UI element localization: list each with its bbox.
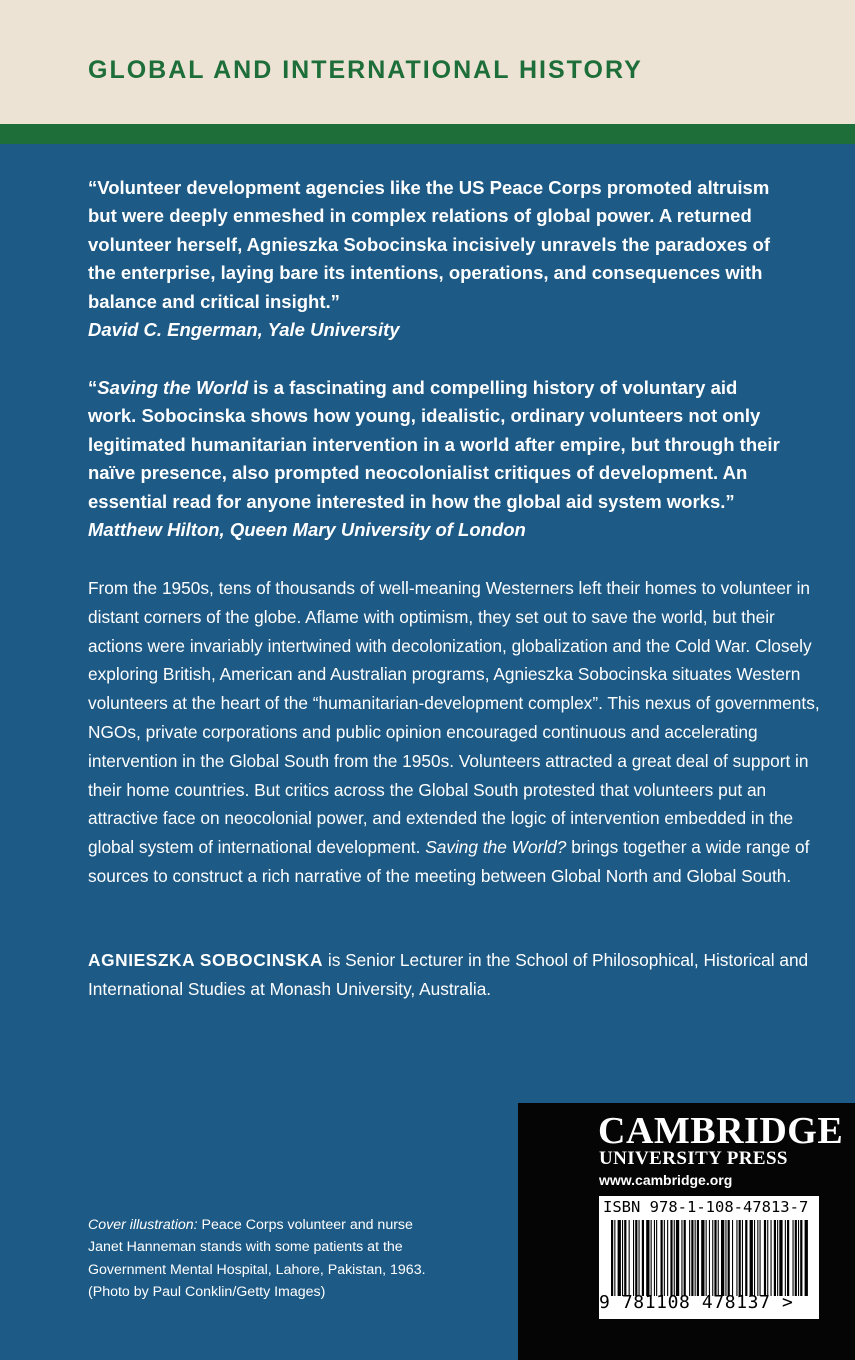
barcode-bar <box>736 1220 737 1296</box>
quote-attribution: David C. Engerman, Yale University <box>88 319 400 341</box>
barcode-bar <box>757 1220 758 1296</box>
barcode-bar <box>654 1220 655 1296</box>
barcode-bar <box>661 1220 663 1296</box>
author-bio-text: is Senior Lecturer in the School of Philosophical, Historical and International Studies at Monash University, Australia. <box>88 950 809 999</box>
endorsement-quote-1 <box>88 174 788 344</box>
barcode-bar <box>718 1220 719 1296</box>
barcode-icon <box>611 1220 809 1296</box>
barcode-bar <box>795 1220 797 1296</box>
barcode-bar <box>750 1220 753 1296</box>
barcode-bar <box>667 1220 668 1296</box>
barcode-bar <box>646 1220 649 1296</box>
barcode-bar <box>800 1220 802 1296</box>
barcode-bar <box>785 1220 786 1296</box>
barcode-bar <box>767 1220 768 1296</box>
barcode-bar <box>764 1220 766 1296</box>
barcode-bar <box>725 1220 726 1296</box>
barcode-bar <box>779 1220 782 1296</box>
barcode-bar <box>739 1220 741 1296</box>
series-title: GLOBAL AND INTERNATIONAL HISTORY <box>88 56 643 84</box>
barcode-bar <box>771 1220 772 1296</box>
barcode-bar <box>633 1220 634 1296</box>
barcode-bar <box>624 1220 626 1296</box>
barcode-bar <box>701 1220 704 1296</box>
quote-open-mark: “ <box>88 377 98 398</box>
barcode-bar <box>721 1220 724 1296</box>
credit-text: Peace Corps volunteer and nurse Janet Hanneman stands with some patients at the Government Mental Hospital, Lahore, Pakistan, 1963. (Photo by Paul Conklin/Getty Images) <box>88 1217 426 1300</box>
barcode-bar <box>689 1220 690 1296</box>
barcode-bar <box>664 1220 665 1296</box>
barcode-bar <box>712 1220 713 1296</box>
book-description <box>88 574 823 891</box>
description-text: From the 1950s, tens of thousands of well-meaning Westerners left their homes to volunteer in distant corners of the globe. Aflame with optimism, they set out to save the world, but their actions were invariably intertwined with decolonization, globalization and the Cold War. Closely exploring British, American and Australian programs, Agnieszka Sobocinska situates Western volunteers at the heart of the “humanitarian-development complex”. This nexus of governments, NGOs, private corporations and public opinion encouraged continuous and accelerating intervention in the Global South from the 1950s. Volunteers attracted a great deal of support in their home countries. But critics across the Global South protested that volunteers put an attractive face on neocolonial power, and extended the logic of intervention embedded in the global system of international development. <box>88 578 820 858</box>
barcode-bar <box>611 1220 613 1296</box>
barcode-bar <box>651 1220 652 1296</box>
barcode-bar <box>732 1220 733 1296</box>
barcode-bar <box>642 1220 644 1296</box>
barcode-bar <box>742 1220 743 1296</box>
barcode-bar <box>670 1220 672 1296</box>
endorsement-quote-2 <box>88 374 788 544</box>
barcode-bar <box>760 1220 761 1296</box>
publisher-url: www.cambridge.org <box>599 1172 733 1188</box>
barcode-panel <box>599 1196 819 1319</box>
green-divider <box>0 124 855 144</box>
credit-label: Cover illustration: <box>88 1217 198 1233</box>
barcode-number: 9 781108 478137 > <box>599 1292 794 1313</box>
barcode-bar <box>635 1220 637 1296</box>
barcode-bar <box>793 1220 794 1296</box>
barcode-bar <box>639 1220 640 1296</box>
barcode-bar <box>728 1220 730 1296</box>
barcode-bar <box>614 1220 615 1296</box>
barcode-bar <box>656 1220 657 1296</box>
barcode-bar <box>754 1220 755 1296</box>
barcode-bar <box>709 1220 710 1296</box>
author-bio <box>88 946 823 1004</box>
author-name: AGNIESZKA SOBOCINSKA <box>88 950 324 970</box>
barcode-bar <box>745 1220 747 1296</box>
quote-text: is a fascinating and compelling history of voluntary aid work. Sobocinska shows how young, idealistic, ordinary volunteers not only legitimated humanitarian intervention in a world after empire, but through their naïve presence, also prompted neocolonialist critiques of development. An essential read for anyone interested in how the global aid system works.” <box>88 377 780 512</box>
quote-attribution: Matthew Hilton, Queen Mary University of London <box>88 519 526 541</box>
barcode-bar <box>674 1220 675 1296</box>
isbn-label: ISBN 978-1-108-47813-7 <box>603 1198 809 1216</box>
publisher-logo: CAMBRIDGE <box>598 1110 844 1152</box>
barcode-bar <box>695 1220 696 1296</box>
barcode-bar <box>714 1220 716 1296</box>
barcode-bar <box>787 1220 789 1296</box>
barcode-bar <box>618 1220 621 1296</box>
barcode-bar <box>676 1220 679 1296</box>
cover-illustration-credit <box>88 1214 448 1303</box>
barcode-bar <box>805 1220 808 1296</box>
book-title: Saving the World? <box>425 837 567 858</box>
barcode-bar <box>777 1220 778 1296</box>
publisher-press-label: UNIVERSITY PRESS <box>599 1148 788 1169</box>
barcode-bar <box>798 1220 799 1296</box>
barcode-bar <box>697 1220 699 1296</box>
barcode-bar <box>681 1220 682 1296</box>
publisher-box <box>518 1103 855 1360</box>
barcode-bar <box>629 1220 630 1296</box>
header-band <box>0 0 855 124</box>
barcode-bar <box>622 1220 623 1296</box>
description-text-end: brings together a wide range of sources to construct a rich narrative of the meeting between Global North and Global South. <box>88 837 810 886</box>
barcode-bar <box>706 1220 707 1296</box>
barcode-bar <box>691 1220 693 1296</box>
quote-text: “Volunteer development agencies like the US Peace Corps promoted altruism but were deeply enmeshed in complex relations of global power. A returned volunteer herself, Agnieszka Sobocinska incisively unravels the paradoxes of the enterprise, laying bare its intentions, operations, and consequences with balance and critical insight.” <box>88 177 771 312</box>
barcode-bar <box>774 1220 776 1296</box>
book-title: Saving the World <box>97 377 249 398</box>
barcode-bar <box>684 1220 686 1296</box>
